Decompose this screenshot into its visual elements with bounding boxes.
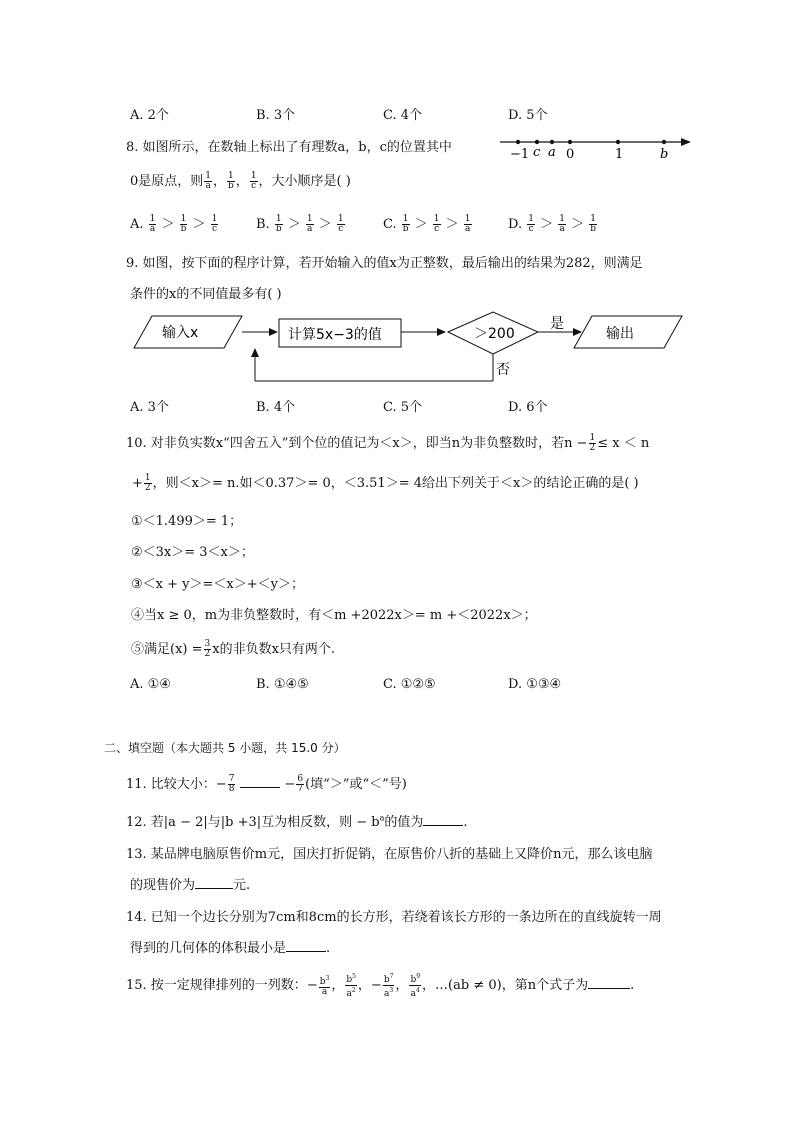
q14-line2-a: 得到的几何体的体积最小是 — [130, 941, 287, 956]
q9-stem-line1: 9. 如图，按下面的程序计算，若开始输入的值x为正整数，最后输出的结果为282，则满足 — [126, 256, 643, 271]
q8-option-b: B. $\frac{1}{b}$ ＞ $\frac{1}{a}$ ＞ $\frac{1}{c}$ — [256, 214, 344, 234]
seq-term-3: $\frac{b^7}{a^3}$ — [383, 973, 394, 999]
section2-title: 二、填空题（本大题共 5 小题，共 15.0 分） — [104, 741, 346, 755]
flow-input-label: 输入x — [162, 325, 199, 341]
q10-stem-line1-a: 10. 对非负实数x“四舍五入”到个位的值记为＜x＞，即当n为非负整数时，若n − — [126, 436, 588, 451]
q15-a: 15. 按一定规律排列的一列数： — [126, 978, 307, 993]
q10-item-2: ②＜3x＞= 3＜x＞； — [131, 545, 254, 560]
q15-answer-blank[interactable] — [588, 976, 630, 989]
q14-line1: 14. 已知一个边长分别为7cm和8cm的长方形，若绕着该长方形的一条边所在的直线旋转一周 — [126, 910, 662, 925]
q10-option-a: A. ①④ — [130, 677, 171, 692]
q8-stem-line2-b: ，大小顺序是( ) — [258, 174, 351, 189]
seq-term-1: $\frac{b^3}{a}$ — [319, 975, 330, 997]
flow-yes-label: 是 — [550, 316, 564, 332]
q9-option-d: D. 6个 — [508, 400, 548, 415]
q15-c: . — [630, 978, 635, 993]
frac-6-7: $\frac{6}{7}$ — [297, 774, 304, 794]
q10-item-5-b: x的非负数x只有两个. — [212, 642, 336, 657]
q9-option-c: C. 5个 — [383, 400, 423, 415]
q10-item-4: ④当x ≥ 0，m为非负整数时，有＜m +2022x＞= m +＜2022x＞； — [131, 608, 537, 623]
q13-line2 — [130, 874, 250, 893]
q10-item-1: ①＜1.499＞= 1； — [131, 514, 243, 529]
q10-item-3: ③＜x + y＞=＜x＞+＜y＞； — [131, 577, 304, 592]
q15: 15. 按一定规律排列的一列数：− $\frac{b^3}{a}$ ， $\frac{b^5}{a^2}$ ，− $\frac{b^7}{a^3}$ ， $\frac{b^9}{a^4}$ ，…(ab ≠ 0)，第n个式子为 . — [126, 973, 635, 999]
q12-text: 12. 若|a − 2|与|b +3|互为相反数，则 − b — [126, 815, 380, 830]
q8-option-d: D. $\frac{1}{c}$ ＞ $\frac{1}{a}$ ＞ $\frac{1}{b}$ — [508, 214, 596, 234]
nl-label-a: a — [548, 145, 556, 160]
q14-answer-blank[interactable] — [286, 939, 326, 952]
frac-7-8: $\frac{7}{8}$ — [228, 774, 235, 794]
q8-option-a: A. $\frac{1}{a}$ ＞ $\frac{1}{b}$ ＞ $\frac{1}{c}$ — [130, 214, 218, 234]
q15-b: …(ab ≠ 0)，第n个式子为 — [435, 978, 589, 993]
q12-answer-blank[interactable] — [423, 813, 463, 826]
nl-label-c: c — [533, 145, 541, 160]
frac-1-2-a: $\frac{1}{2}$ — [589, 433, 596, 453]
q8-option-c: C. $\frac{1}{b}$ ＞ $\frac{1}{c}$ ＞ $\frac{1}{a}$ — [383, 214, 471, 234]
q13-line2-b: 元. — [233, 878, 251, 893]
frac-1-a: $\frac{1}{a}$ — [205, 171, 212, 191]
nl-label-neg1: −1 — [510, 147, 530, 160]
flow-output-label: 输出 — [606, 326, 634, 342]
q11-a: 11. 比较大小：− — [126, 777, 227, 792]
q7-option-a: A. 2个 — [130, 108, 169, 123]
frac-1-b: $\frac{1}{b}$ — [228, 171, 234, 191]
nl-label-1: 1 — [615, 147, 624, 160]
q10-item-5 — [131, 638, 335, 659]
q11-answer-blank[interactable] — [240, 775, 280, 788]
seq-term-2: $\frac{b^5}{a^2}$ — [346, 973, 356, 999]
flowchart — [130, 308, 690, 388]
q9-stem-line2: 条件的x的不同值最多有( ) — [130, 287, 282, 302]
q10-stem-line2-head: + — [132, 476, 143, 491]
q7-option-b: B. 3个 — [256, 108, 296, 123]
flow-condition-label: ＞200 — [474, 326, 515, 342]
nl-label-b: b — [660, 147, 669, 160]
q12-tail: 的值为 — [384, 815, 424, 830]
q12: 12. 若|a − 2|与|b +3|互为相反数，则 − $b^a$的值为 . — [126, 813, 468, 830]
frac-1-c: $\frac{1}{c}$ — [250, 171, 257, 191]
q10-option-b: B. ①④⑤ — [256, 677, 309, 692]
q8-stem-line2: 0是原点，则 $\frac{1}{a}$ ， $\frac{1}{b}$ ， $\frac{1}{c}$ ，大小顺序是( ) — [130, 171, 351, 191]
frac-3-2: $\frac{3}{2}$ — [204, 639, 211, 659]
q12-end: . — [463, 815, 468, 830]
q7-option-c: C. 4个 — [383, 108, 423, 123]
q9-option-b: B. 4个 — [256, 400, 296, 415]
q10-item-5-a: ⑤满足(x) = — [131, 642, 203, 657]
q10-stem-line1-tail: ≤ x ＜ n — [597, 436, 650, 451]
q11-b: (填“＞”或“＜”号) — [305, 777, 407, 792]
q10-stem-line2 — [132, 472, 639, 493]
frac-1-2-b: $\frac{1}{2}$ — [144, 473, 151, 493]
q7-option-d: D. 5个 — [508, 108, 548, 123]
seq-term-4: $\frac{b^9}{a^4}$ — [410, 973, 421, 999]
q8-stem-line2-a: 0是原点，则 — [130, 174, 204, 189]
q13-line2-a: 的现售价为 — [130, 878, 196, 893]
nl-label-0: 0 — [566, 147, 575, 160]
q10-stem-line1 — [126, 432, 649, 453]
q13-answer-blank[interactable] — [195, 876, 233, 889]
number-line — [495, 130, 695, 160]
q14-line2 — [130, 937, 330, 956]
q14-line2-b: . — [326, 941, 331, 956]
q13-line1: 13. 某品牌电脑原售价m元，国庆打折促销，在原售价八折的基础上又降价n元，那么该电脑 — [126, 847, 653, 862]
q9-option-a: A. 3个 — [130, 400, 169, 415]
flow-no-label: 否 — [496, 362, 510, 378]
q10-option-d: D. ①③④ — [508, 677, 562, 692]
q8-stem-line1: 8. 如图所示，在数轴上标出了有理数a，b，c的位置其中 — [126, 140, 452, 155]
q10-option-c: C. ①②⑤ — [383, 677, 436, 692]
q11: 11. 比较大小：− $\frac{7}{8}$ − $\frac{6}{7}$ (填“＞”或“＜”号) — [126, 774, 407, 794]
q10-stem-line2-body: ，则＜x＞= n.如＜0.37＞= 0，＜3.51＞= 4给出下列关于＜x＞的结论正确的是( ) — [152, 476, 639, 491]
flow-compute-label: 计算5x−3的值 — [288, 327, 382, 343]
